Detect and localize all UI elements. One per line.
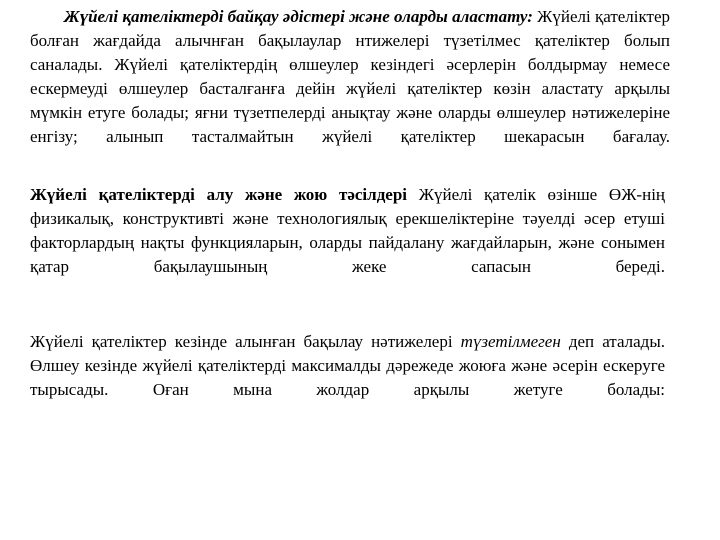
paragraph-error-detection [30, 5, 670, 149]
text-after-emphasis: деп аталады. Өлшеу кезінде жүйелі қателіктерді максималды дәрежеде жоюға және әсерін ескеруге тырысады. Оған мына жолдар арқылы жетуге болады: [30, 332, 665, 399]
emphasis-uncorrected: түзетілмеген [460, 332, 561, 351]
heading-error-removal-techniques: Жүйелі қателіктерді алу және жою тәсілдері [30, 185, 408, 204]
text-before-emphasis: Жүйелі қателіктер кезінде алынған бақылау нәтижелері [30, 332, 461, 351]
paragraph-error-removal-body: Жүйелі қателік өзінше ӨЖ-нің физикалық, конструктивті және технологиялық ерекшеліктеріне тәуелді әсер етуші факторлардың нақты функцияларын, оларды пайдалану жағдайларын, және сонымен қатар бақылаушының жеке сапасын береді. [30, 185, 666, 276]
heading-error-detection-methods: Жүйелі қателіктерді байқау әдістері және оларды аластату: [64, 7, 533, 26]
paragraph-error-removal [30, 183, 665, 279]
paragraph-uncorrected-results [30, 330, 665, 402]
paragraph-error-detection-body: Жүйелі қателіктер болған жағдайда алычнған бақылаулар нтижелері түзетілмес қателіктер болып саналады. Жүйелі қателіктердің өлшеулер кезіндегі әсерлерін болдырмау немесе ескермеуді өлшеулер басталғанға дейін жүйелі қателіктер көзін аластату арқылы мүмкін етуге болады; яғни түзетпелерді анықтау және оларды өлшеулер нәтижелеріне енгізу; алынып тасталмайтын жүйелі қателіктер шекарасын бағалау. [30, 7, 671, 146]
